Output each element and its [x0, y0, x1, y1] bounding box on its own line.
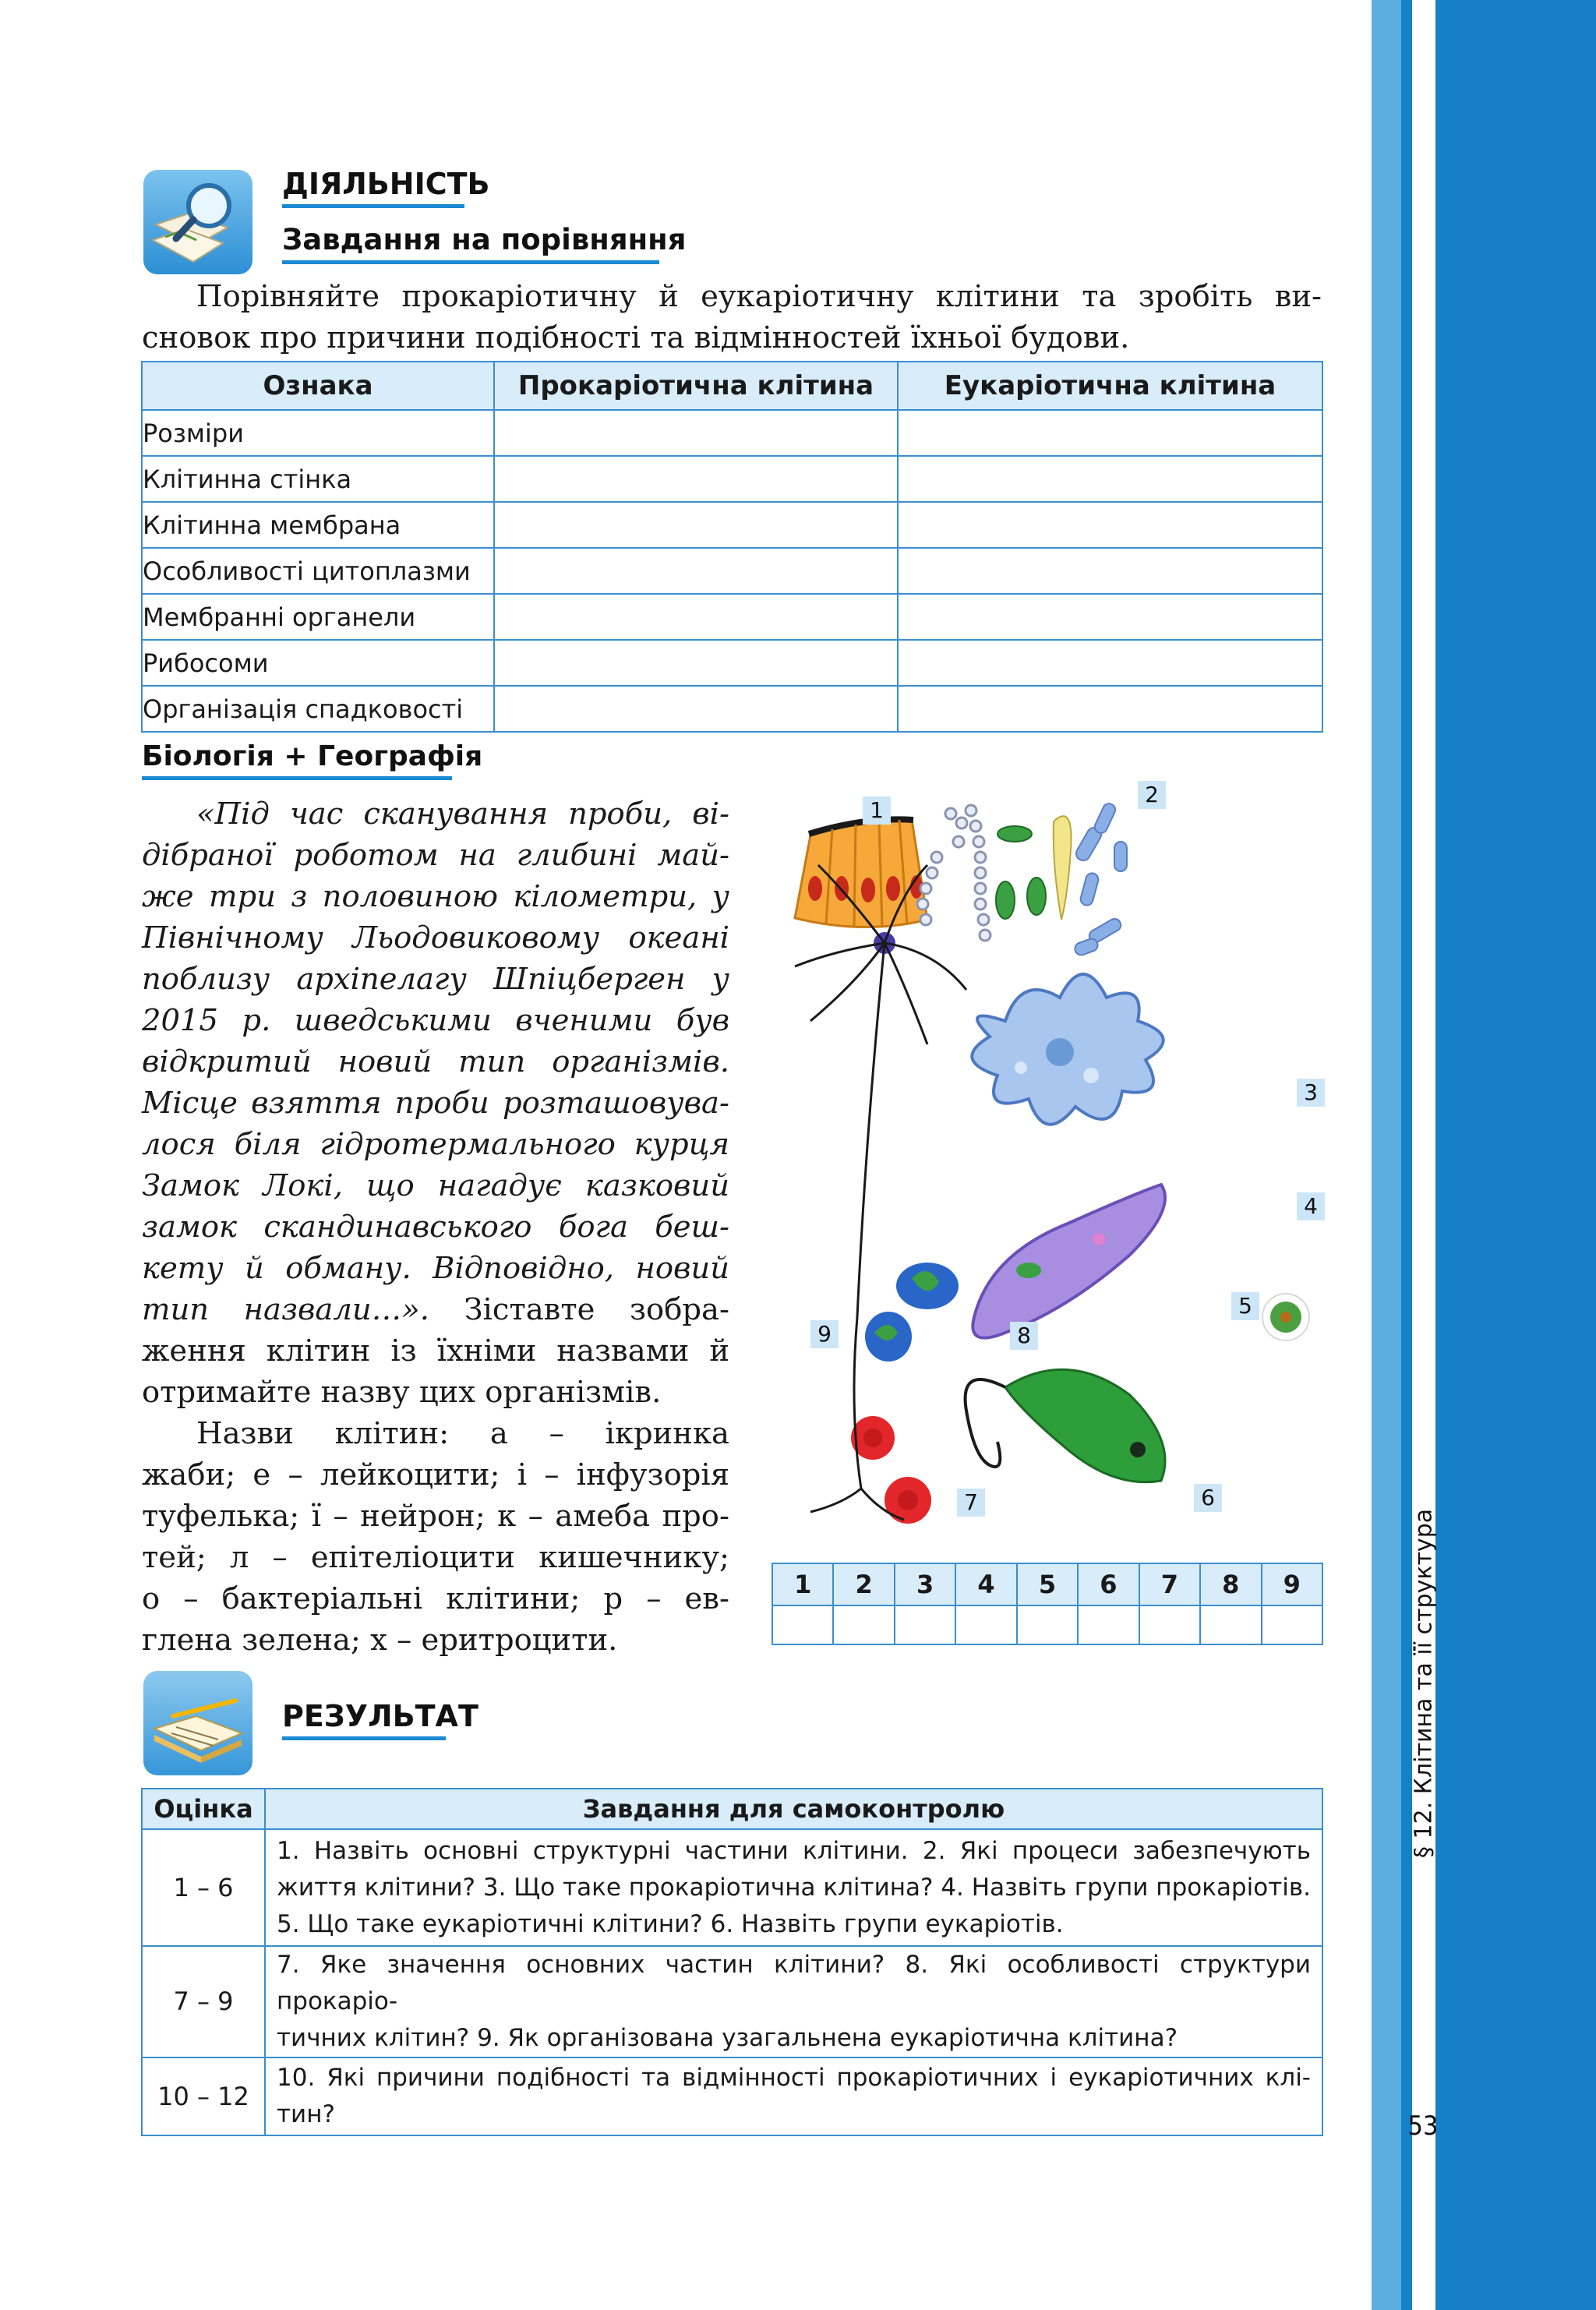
row-label: Розміри [142, 410, 494, 456]
table-row [142, 456, 1322, 502]
magnifier-map-icon [142, 168, 254, 276]
task-line: 5. Що таке еукаріотичні клітини? 6. Назвіть групи еукаріотів. [277, 1909, 1064, 1938]
answer-col-header: 3 [895, 1563, 955, 1605]
story-line: кету й обману. Відповідно, новий [142, 1251, 729, 1286]
story-line: відкритий новий тип організмів. [142, 1044, 729, 1079]
answer-cell[interactable] [898, 502, 1322, 548]
col-header-prokaryote: Прокаріотична клітина [494, 362, 898, 410]
story-line: «Під час сканування проби, ві- [196, 796, 729, 832]
row-label: Клітинна стінка [142, 456, 494, 502]
table-row [142, 686, 1322, 732]
grade-cell: 10 – 12 [142, 2057, 265, 2135]
row-label: Рибосоми [142, 640, 494, 686]
answer-cell[interactable] [898, 548, 1322, 594]
story-text [142, 793, 729, 1661]
task-cell [265, 1946, 1322, 2057]
names-line: Назви клітин: а – ікринка [196, 1416, 729, 1451]
cells-illustration [772, 772, 1333, 1535]
comparison-table [141, 361, 1323, 733]
answer-cell[interactable] [1017, 1605, 1078, 1644]
task-cell [265, 2057, 1322, 2135]
names-line: туфелька; ї – нейрон; к – амеба про- [142, 1499, 729, 1534]
task-line: тичних клітин? 9. Як організована узагальнена еукаріотична клітина? [277, 2024, 1178, 2052]
comparison-subheading: Завдання на порівняння [282, 223, 687, 256]
names-line: жаби; е – лейкоцити; і – інфузорія [142, 1457, 729, 1492]
answer-col-header: 8 [1200, 1563, 1261, 1605]
story-line-mixed [142, 1289, 729, 1330]
result-heading: РЕЗУЛЬТАТ [282, 1699, 478, 1733]
row-label: Клітинна мембрана [142, 502, 494, 548]
story-line: Північному Льодовиковому океані [142, 920, 729, 955]
task-line: тин? [277, 2100, 335, 2128]
answer-col-header: 9 [1262, 1563, 1323, 1605]
answer-cell[interactable] [1139, 1605, 1200, 1644]
task-line: ження клітин із їхніми назвами й [142, 1333, 729, 1369]
answer-cell[interactable] [898, 594, 1322, 640]
answer-cell[interactable] [833, 1605, 894, 1644]
col-header-tasks: Завдання для самоконтролю [265, 1789, 1322, 1829]
intro-line-1: Порівняйте прокаріотичну й еукаріотичну клітини та зробіть ви- [196, 279, 1322, 314]
answer-col-header: 4 [955, 1563, 1016, 1605]
answer-cell[interactable] [772, 1605, 833, 1644]
activity-underline [282, 204, 464, 208]
page-number: 53 [1407, 2110, 1439, 2142]
story-line: 2015 р. шведськими вченими був [142, 1003, 729, 1038]
story-line: Місце взяття проби розташовува- [142, 1086, 729, 1121]
story-line: поблизу архіпелагу Шпіцберген у [142, 962, 729, 997]
story-line: замок скандинавського бога беш- [142, 1210, 729, 1245]
table-row [142, 594, 1322, 640]
answer-cell[interactable] [494, 410, 898, 456]
answer-cell[interactable] [898, 410, 1322, 456]
story-end: тип назвали…». [142, 1292, 429, 1327]
row-label: Мембранні органели [142, 594, 494, 640]
section-title: § 12. Клітина та її структура [1410, 1508, 1438, 1859]
answer-cell[interactable] [494, 686, 898, 732]
figure-label: 8 [1010, 1322, 1038, 1350]
activity-heading: ДІЯЛЬНІСТЬ [282, 167, 490, 201]
table-row [142, 640, 1322, 686]
answer-col-header: 7 [1139, 1563, 1200, 1605]
col-header-eukaryote: Еукаріотична клітина [898, 362, 1322, 410]
row-label: Особливості цитоплазми [142, 548, 494, 594]
answer-cell[interactable] [494, 502, 898, 548]
grade-cell: 7 – 9 [142, 1946, 265, 2057]
story-line: дібраної роботом на глибині май- [142, 838, 729, 873]
names-line: глена зелена; х – еритроцити. [142, 1623, 618, 1658]
answer-cell[interactable] [494, 640, 898, 686]
task-line: 10. Які причини подібності та відмінності прокаріотичних і еукаріотичних клі- [277, 2064, 1311, 2092]
figure-label: 9 [810, 1320, 839, 1348]
table-row [142, 410, 1322, 456]
answer-cell[interactable] [1078, 1605, 1139, 1644]
figure-label: 6 [1194, 1484, 1222, 1512]
answer-col-header: 5 [1017, 1563, 1078, 1605]
bio-geo-underline [142, 776, 452, 780]
task-start: Зіставте зобра- [429, 1292, 729, 1327]
table-row [142, 2057, 1322, 2135]
figure-label: 7 [957, 1489, 985, 1517]
figure-label: 1 [863, 796, 891, 825]
answer-cell[interactable] [895, 1605, 955, 1644]
answer-cell[interactable] [898, 686, 1322, 732]
story-line: же три з половиною кілометри, у [142, 879, 729, 914]
self-check-table [141, 1788, 1323, 2136]
figure-label: 4 [1297, 1192, 1325, 1220]
intro-line-2: сновок про причини подібності та відмінностей їхньої будови. [142, 320, 1130, 355]
margin-stripe [1372, 0, 1401, 2310]
table-row [142, 1946, 1322, 2057]
story-line: Замок Локі, що нагадує казковий [142, 1168, 729, 1203]
grade-cell: 1 – 6 [142, 1829, 265, 1946]
subheading-underline [282, 260, 659, 264]
answer-cell[interactable] [955, 1605, 1016, 1644]
task-line: 7. Яке значення основних частин клітини? 8. Які особливості структури прокаріо- [277, 1951, 1311, 2015]
story-line: лося біля гідротермального курця [142, 1127, 729, 1162]
bio-geo-heading: Біологія + Географія [142, 740, 483, 772]
names-line: о – бактеріальні клітини; р – ев- [142, 1581, 729, 1616]
task-line: 1. Назвіть основні структурні частини клітини. 2. Які процеси забезпечують [277, 1836, 1311, 1865]
answer-cell[interactable] [494, 548, 898, 594]
answer-cell[interactable] [494, 456, 898, 502]
names-line: тей; л – епітеліоцити кишечнику; [142, 1540, 729, 1575]
col-header-feature: Ознака [142, 362, 494, 410]
answer-table [772, 1563, 1323, 1645]
table-row [142, 502, 1322, 548]
table-row [142, 1829, 1322, 1946]
answer-cell[interactable] [1200, 1605, 1261, 1644]
answer-cell[interactable] [898, 640, 1322, 686]
task-line: отримайте назву цих організмів. [142, 1375, 662, 1410]
answer-cell[interactable] [1262, 1605, 1323, 1644]
answer-col-header: 2 [833, 1563, 894, 1605]
notebook-icon [142, 1669, 254, 1777]
row-label: Організація спадковості [142, 686, 494, 732]
answer-col-header: 1 [772, 1563, 833, 1605]
margin-gap [1410, 0, 1438, 2310]
answer-col-header: 6 [1078, 1563, 1139, 1605]
figure-label: 2 [1138, 781, 1166, 809]
col-header-grade: Оцінка [142, 1789, 265, 1829]
answer-cell[interactable] [494, 594, 898, 640]
task-line: життя клітини? 3. Що таке прокаріотична клітина? 4. Назвіть групи прокаріотів. [277, 1873, 1311, 1902]
task-cell [265, 1829, 1322, 1946]
figure-label: 5 [1231, 1292, 1259, 1320]
bacteria-image [917, 805, 990, 941]
result-underline [282, 1736, 446, 1740]
answer-cell[interactable] [898, 456, 1322, 502]
figure-label: 3 [1297, 1079, 1325, 1107]
table-row [142, 548, 1322, 594]
